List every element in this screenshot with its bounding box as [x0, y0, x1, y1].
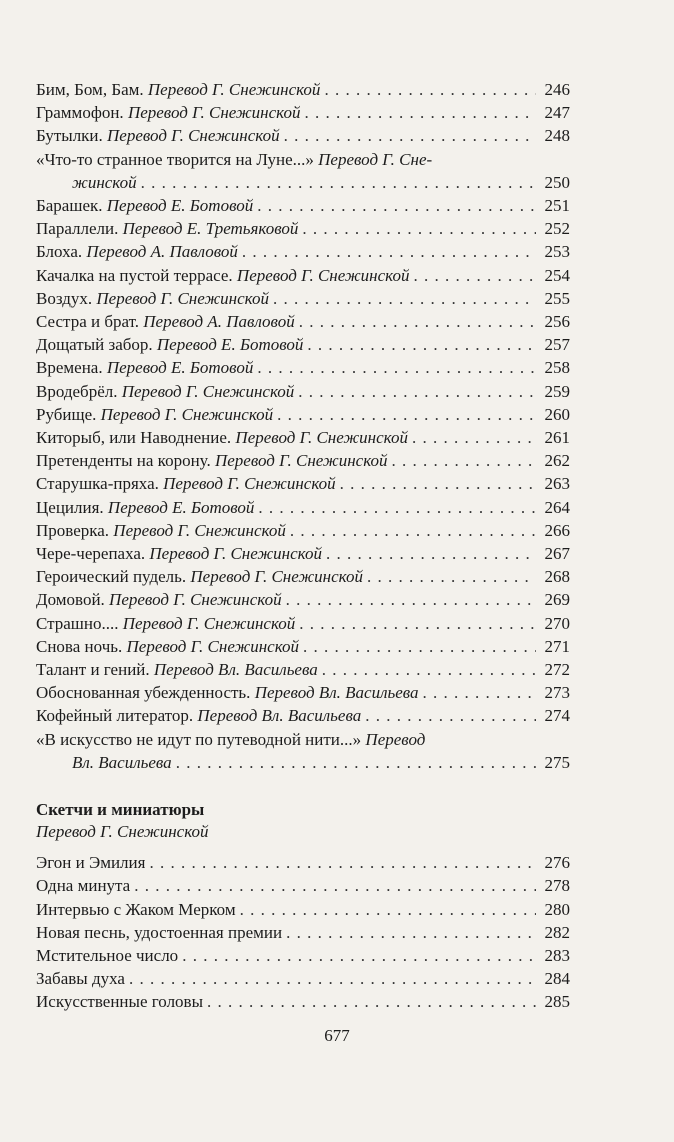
entry-page: 255: [544, 288, 570, 308]
entry-text: [36, 101, 300, 124]
entry-translator: Перевод Г. Снежинской: [113, 520, 286, 540]
entry-title: Параллели.: [36, 219, 119, 239]
entry-translator: Перевод Г. Снежинской: [100, 404, 274, 424]
dot-leader: [238, 240, 536, 263]
entry-page: 271: [544, 636, 570, 656]
toc-section: [36, 799, 570, 1013]
entry-title: Проверка.: [36, 520, 110, 540]
entry-page: 247: [544, 103, 570, 123]
dot-leader: [388, 449, 536, 472]
entry-title: Одна минута: [36, 876, 131, 896]
entry-title: Старушка-пряха.: [36, 474, 159, 494]
dot-leader: [178, 944, 536, 967]
dot-leader: [203, 990, 536, 1013]
entry-title: Времена.: [36, 358, 103, 378]
dot-leader: [419, 681, 536, 704]
dot-leader: [254, 496, 536, 519]
entry-translator: Перевод Г. Снежинской: [163, 474, 336, 494]
toc-entry: [36, 333, 570, 356]
entry-translator: Перевод Г. Снежинской: [236, 265, 410, 285]
toc-entry: [36, 681, 570, 704]
section-entries: [36, 851, 570, 1013]
entry-page: 275: [544, 752, 570, 772]
dot-leader: [361, 704, 536, 727]
entry-text: [36, 356, 253, 379]
dot-leader: [130, 874, 536, 897]
entry-title: Бутылки.: [36, 126, 103, 146]
toc-entry: [36, 565, 570, 588]
entry-text: [36, 635, 299, 658]
toc-entry: [36, 990, 570, 1013]
dot-leader: [253, 356, 536, 379]
toc-entry: [36, 217, 570, 240]
entry-title: Граммофон.: [36, 103, 124, 123]
toc-entry: [36, 403, 570, 426]
toc-entry: [36, 101, 570, 124]
entry-title: Цецилия.: [36, 497, 104, 517]
dot-leader: [409, 264, 536, 287]
entry-text: [36, 658, 318, 681]
entry-title: Забавы духа: [36, 969, 125, 989]
entry-page: 246: [544, 80, 570, 99]
toc-entry: [36, 356, 570, 379]
entry-translator: Перевод Е. Третьяковой: [122, 219, 299, 239]
toc-entry: [36, 78, 570, 101]
toc-entry: [36, 240, 570, 263]
entry-translator-continued: Вл. Васильева: [72, 752, 172, 772]
entry-text: [36, 380, 294, 403]
entry-page: 266: [544, 520, 570, 540]
entry-text: [36, 542, 322, 565]
entry-title: Мстительное число: [36, 945, 179, 965]
dot-leader: [282, 588, 536, 611]
entry-translator: Перевод Г. Снежинской: [127, 103, 301, 123]
entry-page: 261: [544, 428, 570, 448]
entry-title: Талант и гений.: [36, 660, 150, 680]
entry-page: 256: [544, 312, 570, 332]
entry-title: Вродебрёл.: [36, 381, 118, 401]
entry-text: [36, 472, 336, 495]
toc-entry: [36, 588, 570, 611]
dot-leader: [172, 751, 536, 774]
entry-page: 248: [544, 126, 570, 146]
dot-leader: [295, 612, 536, 635]
entry-title: Киторыб, или Наводнение.: [36, 428, 232, 448]
toc-entry: [36, 898, 570, 921]
entry-translator: Перевод Вл. Васильева: [254, 683, 419, 703]
entry-page: 284: [544, 969, 570, 989]
dot-leader: [137, 171, 536, 194]
entry-text: [36, 78, 320, 101]
entry-title: Новая песнь, удостоенная премии: [36, 922, 283, 942]
toc-entry: [36, 194, 570, 217]
entry-text: [36, 449, 388, 472]
dot-leader: [408, 426, 536, 449]
dot-leader: [295, 310, 536, 333]
entry-translator: Перевод Г. Снежинской: [126, 636, 300, 656]
entry-text: [36, 565, 363, 588]
entry-translator: Перевод Г. Снежинской: [122, 613, 296, 633]
toc-entry: [36, 921, 570, 944]
entry-title: Воздух.: [36, 288, 93, 308]
entry-translator: Перевод Г. Снежинской: [107, 126, 280, 146]
entry-translator: Перевод Г. Снежинской: [214, 451, 388, 471]
entry-page: 253: [544, 242, 570, 262]
entry-text: [36, 612, 295, 635]
entry-page: 251: [544, 196, 570, 216]
entry-page: 250: [544, 172, 570, 192]
dot-leader: [336, 472, 536, 495]
entry-page: 254: [544, 265, 570, 285]
entry-title: Претенденты на корону.: [36, 451, 211, 471]
entry-text: [36, 403, 273, 426]
entry-title: Искусственные головы: [36, 992, 204, 1012]
dot-leader: [299, 635, 536, 658]
entry-translator: Перевод: [365, 729, 426, 749]
entry-title: Сестра и брат.: [36, 312, 139, 332]
entry-translator: Перевод Е. Ботовой: [106, 358, 254, 378]
toc-entry: [36, 612, 570, 635]
toc-entry: [36, 874, 570, 897]
entry-title: Домовой.: [36, 590, 105, 610]
section-subtitle: Перевод Г. Снежинской: [36, 822, 209, 842]
entry-page: 268: [544, 567, 570, 587]
entry-translator: Перевод А. Павловой: [143, 312, 295, 332]
entry-translator: Перевод Е. Ботовой: [107, 497, 255, 517]
entry-text: [36, 588, 282, 611]
entry-title: Дощатый забор.: [36, 335, 153, 355]
dot-leader: [363, 565, 536, 588]
entry-page: 260: [544, 404, 570, 424]
entry-text: [36, 287, 269, 310]
toc-entry-first-line: [36, 148, 570, 171]
toc-entry: [36, 542, 570, 565]
page-number: 677: [324, 1026, 350, 1045]
dot-leader: [303, 333, 536, 356]
dot-leader: [298, 217, 536, 240]
entry-text: [36, 310, 295, 333]
entry-translator: Перевод Вл. Васильева: [153, 660, 318, 680]
dot-leader: [318, 658, 536, 681]
entry-text: [36, 124, 280, 147]
entry-text: [36, 681, 419, 704]
entry-translator: Перевод Вл. Васильева: [197, 706, 362, 726]
entry-page: 263: [544, 474, 570, 494]
toc-entry: [36, 751, 570, 774]
entry-translator: Перевод Е. Ботовой: [156, 335, 304, 355]
entry-page: 259: [544, 381, 570, 401]
entry-text: [36, 194, 253, 217]
entry-page: 264: [544, 497, 570, 517]
entry-translator: Перевод Г. Снежинской: [109, 590, 282, 610]
toc-entry: [36, 658, 570, 681]
toc-entry: [36, 851, 570, 874]
entry-page: 257: [544, 335, 570, 355]
entry-title: Кофейный литератор.: [36, 706, 194, 726]
dot-leader: [282, 921, 536, 944]
dot-leader: [322, 542, 536, 565]
entry-title: Снова ночь.: [36, 636, 123, 656]
entry-page: 285: [544, 992, 570, 1012]
toc-entry: [36, 472, 570, 495]
entry-text: [36, 426, 408, 449]
entry-page: 262: [544, 451, 570, 471]
toc-entries: [36, 78, 570, 774]
entry-page: 252: [544, 219, 570, 239]
entry-page: 273: [544, 683, 570, 703]
entry-text: [36, 333, 303, 356]
toc-entry: [36, 704, 570, 727]
entry-text: [36, 496, 254, 519]
dot-leader: [280, 124, 536, 147]
entry-title: Интервью с Жаком Мерком: [36, 899, 236, 919]
entry-title: «Что-то странное творится на Луне...»: [36, 149, 314, 169]
toc-entry: [36, 519, 570, 542]
dot-leader: [320, 78, 536, 101]
dot-leader: [300, 101, 536, 124]
entry-title: Барашек.: [36, 196, 103, 216]
entry-text: [36, 704, 361, 727]
entry-page: 272: [544, 660, 570, 680]
entry-translator: Перевод Г. Снежинской: [121, 381, 295, 401]
entry-translator: Перевод Г. Снежинской: [235, 428, 408, 448]
entry-page: 276: [544, 853, 570, 873]
toc-entry: [36, 426, 570, 449]
toc-entry: [36, 124, 570, 147]
entry-title: Обоснованная убежденность.: [36, 683, 251, 703]
toc-page: [36, 78, 570, 1014]
toc-entry: [36, 380, 570, 403]
entry-translator: Перевод Г. Сне-: [318, 149, 433, 169]
entry-title: Качалка на пустой террасе.: [36, 265, 233, 285]
entry-text: [36, 217, 298, 240]
entry-title: Эгон и Эмилия: [36, 853, 146, 873]
toc-entry: [36, 264, 570, 287]
dot-leader: [273, 403, 536, 426]
toc-entry: [36, 967, 570, 990]
entry-title: Героический пудель.: [36, 567, 187, 587]
entry-page: 282: [544, 922, 570, 942]
toc-entry: [36, 635, 570, 658]
dot-leader: [294, 380, 536, 403]
entry-page: 274: [544, 706, 570, 726]
entry-text: [36, 264, 409, 287]
entry-page: 280: [544, 899, 570, 919]
entry-page: 278: [544, 876, 570, 896]
toc-entry: [36, 310, 570, 333]
entry-page: 283: [544, 945, 570, 965]
entry-page: 267: [544, 544, 570, 564]
entry-title: Чере-черепаха.: [36, 544, 146, 564]
entry-page: 258: [544, 358, 570, 378]
dot-leader: [269, 287, 536, 310]
dot-leader: [253, 194, 536, 217]
dot-leader: [145, 851, 536, 874]
entry-translator: Перевод Е. Ботовой: [106, 196, 254, 216]
entry-title: Бим, Бом, Бам.: [36, 80, 144, 99]
entry-title: Блоха.: [36, 242, 83, 262]
entry-title: Рубище.: [36, 404, 97, 424]
toc-entry-first-line: [36, 728, 570, 751]
dot-leader: [125, 967, 536, 990]
dot-leader: [236, 898, 536, 921]
toc-entry: [36, 496, 570, 519]
entry-translator: Перевод Г. Снежинской: [147, 80, 321, 99]
toc-entry: [36, 171, 570, 194]
entry-text: [36, 519, 286, 542]
entry-translator: Перевод Г. Снежинской: [190, 567, 363, 587]
toc-entry: [36, 944, 570, 967]
toc-entry: [36, 449, 570, 472]
entry-text: [36, 240, 238, 263]
entry-title: «В искусство не идут по путеводной нити...»: [36, 729, 362, 749]
toc-entry: [36, 287, 570, 310]
section-title: Скетчи и миниатюры: [36, 800, 205, 820]
entry-page: 269: [544, 590, 570, 610]
entry-translator: Перевод Г. Снежинской: [96, 288, 269, 308]
dot-leader: [286, 519, 536, 542]
entry-page: 270: [544, 613, 570, 633]
entry-translator: Перевод Г. Снежинской: [149, 544, 322, 564]
entry-translator: Перевод А. Павловой: [86, 242, 238, 262]
entry-translator-continued: жинской: [72, 172, 137, 192]
entry-title: Страшно....: [36, 613, 119, 633]
